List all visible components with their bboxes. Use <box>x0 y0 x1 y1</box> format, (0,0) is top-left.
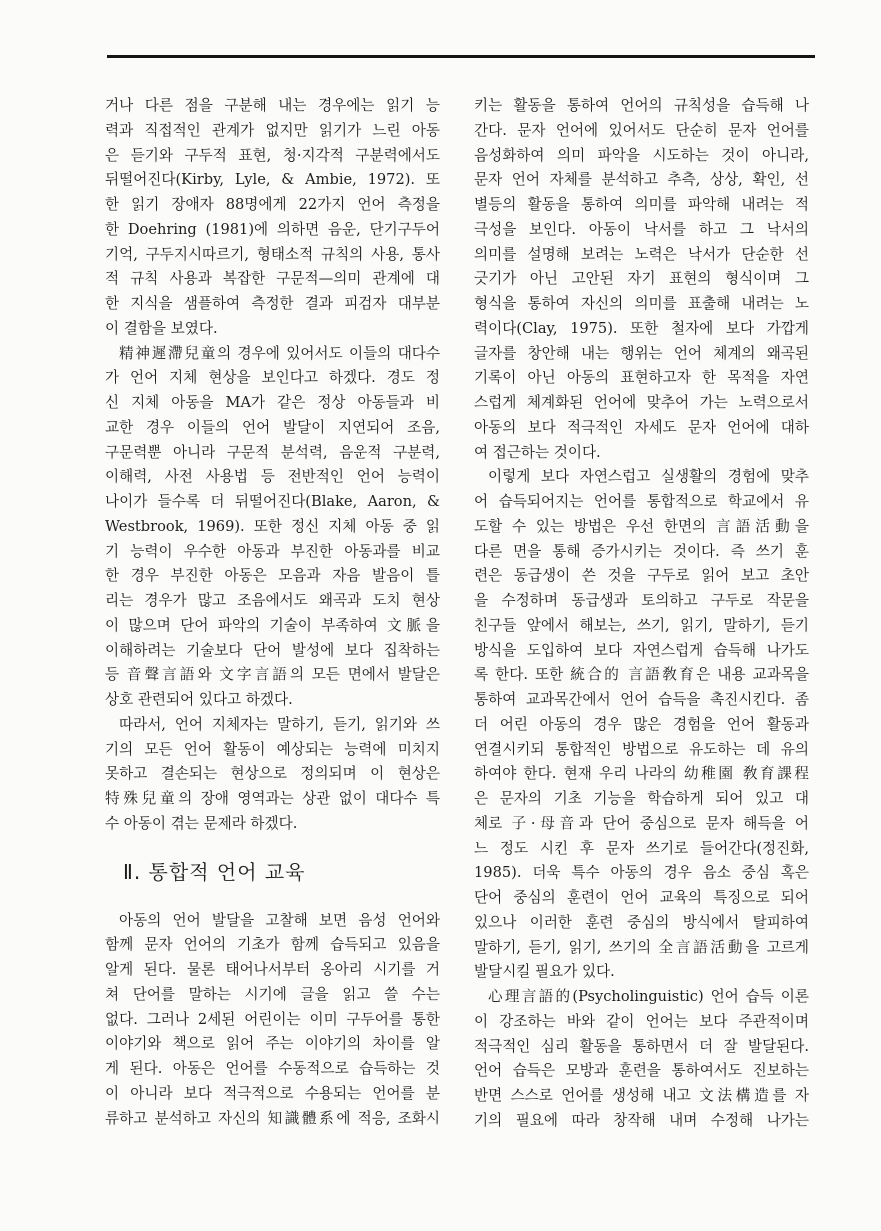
text-line: 문자 언어 자체를 분석하고 추측, 상상, 확인, 선 <box>474 171 809 189</box>
text-line: 력이다(Clay, 1975). 또한 철자에 보다 가깝게 <box>474 319 809 337</box>
text-line: 느 정도 시킨 후 문자 쓰기로 들어간다(정진화, <box>474 839 809 857</box>
text-line: 키는 활동을 통하여 언어의 규칙성을 습득해 나 <box>474 97 809 114</box>
text-line: 상호 관련되어 있다고 하겠다. <box>105 691 293 708</box>
text-line: 은 듣기와 구두적 표현, 청·지각적 구분력에서도 <box>105 146 440 164</box>
text-line: 연결시키되 통합적인 방법으로 유도하는 데 유의 <box>474 740 809 758</box>
text-line: 못하고 결손되는 현상으로 정의되며 이 현상은 <box>105 765 440 783</box>
paragraph-reading-disability <box>105 94 440 342</box>
header-rule <box>107 55 815 58</box>
text-line: 精神遲滯兒童의 경우에 있어서도 이들의 대다수 <box>119 344 440 362</box>
text-line: 반면 스스로 언어를 생성해 내고 文法構造를 자 <box>474 1087 809 1104</box>
text-line: 방식을 도입하여 보다 자연스럽게 습득해 나가도 <box>474 641 809 659</box>
text-line: 은 문자의 기초 기능을 학습하게 되어 있고 대 <box>474 790 809 807</box>
text-line: 따라서, 언어 지체자는 말하기, 듣기, 읽기와 쓰 <box>119 715 440 733</box>
text-line: 발달시킬 필요가 있다. <box>474 963 615 981</box>
text-line: 이해하려는 기술보다 단어 발성에 보다 집착하는 <box>105 641 440 659</box>
text-line: 게 된다. 아동은 언어를 수동적으로 습득하는 것 <box>105 1060 440 1077</box>
text-line: 을 수정하며 동급생과 토의하고 구두로 작문을 <box>474 592 809 609</box>
text-line: 적 규칙 사용과 복잡한 구문적—의미 관계에 대 <box>105 270 440 288</box>
text-line: 신 지체 아동을 MA가 같은 정상 아동들과 비 <box>105 394 440 411</box>
text-line: 스럽게 체계화된 언어에 맞추어 가는 노력으로서 <box>474 394 809 411</box>
text-line: 언어 습득은 모방과 훈련을 통하여서도 진보하는 <box>474 1062 809 1080</box>
text-line: 단어 중심의 훈련이 언어 교육의 특징으로 되어 <box>474 889 809 906</box>
text-line: 력과 직접적인 관계가 없지만 읽기가 느린 아동 <box>105 121 440 139</box>
text-line: 음성화하여 의미 파악을 시도하는 것이 아니라, <box>474 146 809 164</box>
text-line: 적극적인 심리 활동을 통하면서 더 잘 발달된다. <box>474 1037 809 1055</box>
text-line: 록 한다. 또한 統合的 言語敎育은 내용 교과목을 <box>474 666 809 684</box>
text-line: 기의 모든 언어 활동이 예상되는 능력에 미치지 <box>105 740 440 758</box>
text-line: 도할 수 있는 방법은 우선 한면의 言語活動을 <box>474 517 809 535</box>
text-line: 구문력뿐 아니라 구문적 분석력, 음운적 구분력, <box>105 443 440 461</box>
text-line: 이야기와 책으로 읽어 주는 이야기의 차이를 알 <box>105 1035 440 1053</box>
text-line: 기록이 아닌 아동의 표현하고자 한 목적을 자연 <box>474 369 809 387</box>
text-line: 이렇게 보다 자연스럽고 실생활의 경험에 맞추 <box>488 468 809 486</box>
paragraph-mental-retardation <box>105 342 440 713</box>
paragraph-language-development <box>105 909 440 1132</box>
text-line: 한 지식을 샘플하여 측정한 결과 피검자 대부분 <box>105 295 440 312</box>
text-line: 없다. 그러나 2세된 어린이는 이미 구두어를 통한 <box>105 1010 440 1028</box>
text-line: 다른 면을 통해 증가시키는 것이다. 즉 쓰기 훈 <box>474 542 809 560</box>
text-line: 말하기, 듣기, 읽기, 쓰기의 全言語活動을 고르게 <box>474 938 809 956</box>
text-line: 아동의 보다 적극적인 자세도 문자 언어에 대하 <box>474 418 809 436</box>
text-line: 의미를 설명해 보려는 노력은 낙서가 단순한 선 <box>474 245 809 263</box>
text-line: 등 音聲言語와 文字言語의 모든 면에서 발달은 <box>105 666 440 684</box>
text-line: 글자를 창안해 내는 행위는 언어 체계의 왜곡된 <box>474 344 809 362</box>
text-line: 친구들 앞에서 해보는, 쓰기, 읽기, 말하기, 듣기 <box>474 616 809 634</box>
text-line: 교한 경우 이들의 언어 발달이 지연되어 조음, <box>105 418 440 436</box>
section-heading: Ⅱ. 통합적 언어 교육 <box>123 859 306 884</box>
text-line: 기억, 구두지시따르기, 형태소적 규칙의 사용, 통사 <box>105 245 440 263</box>
left-column <box>105 94 440 1131</box>
text-line: 1985). 더욱 특수 아동의 경우 음소 중심 혹은 <box>474 864 809 882</box>
text-line: 형식을 통하여 자신의 의미를 표출해 내려는 노 <box>474 295 809 312</box>
paragraph-written-language <box>474 94 809 465</box>
text-line: 뒤떨어진다(Kirby, Lyle, & Ambie, 1972). 또 <box>105 171 440 189</box>
text-line: 더 어린 아동의 경우 많은 경험을 언어 활동과 <box>474 715 809 733</box>
text-line: 한 읽기 장애자 88명에게 22가지 언어 측정을 <box>105 196 440 213</box>
text-line: 가 언어 지체 현상을 보인다고 하겠다. 경도 정 <box>105 369 440 387</box>
text-line: 긋기가 아닌 고안된 자기 표현의 형식이며 그 <box>474 270 809 288</box>
text-line: 간다. 문자 언어에 있어서도 단순히 문자 언어를 <box>474 121 809 139</box>
text-line: 이 결함을 보였다. <box>105 319 218 337</box>
text-line: 心理言語的(Psycholinguistic) 언어 습득 이론 <box>488 988 809 1005</box>
text-line: 수 아동이 겪는 문제라 하겠다. <box>105 814 298 832</box>
text-line: 어 습득되어지는 언어를 통합적으로 학교에서 유 <box>474 493 809 510</box>
text-line: 리는 경우가 많고 조음에서도 왜곡과 도치 현상 <box>105 592 440 609</box>
text-line: 하여야 한다. 현재 우리 나라의 幼稚園 敎育課程 <box>474 765 809 783</box>
text-line: 이 아니라 보다 적극적으로 수용되는 언어를 분 <box>105 1084 440 1102</box>
text-line: Westbrook, 1969). 또한 정신 지체 아동 중 읽 <box>105 517 440 535</box>
text-line: 함께 문자 언어의 기초가 함께 습득되고 있음을 <box>105 936 440 954</box>
text-line: 기의 필요에 따라 창작해 내며 수정해 나가는 <box>474 1111 809 1129</box>
text-line: 나이가 들수록 더 뒤떨어진다(Blake, Aaron, & <box>105 493 440 510</box>
text-line: 알게 된다. 물론 태어나서부터 옹아리 시기를 거 <box>105 961 440 978</box>
text-line: 기 능력이 우수한 아동과 부진한 아동과를 비교 <box>105 542 440 560</box>
text-line: 이 많으며 단어 파악의 기술이 부족하여 文脈을 <box>105 616 440 634</box>
right-column <box>474 94 809 1134</box>
text-line: 이 강조하는 바와 같이 언어는 보다 주관적이며 <box>474 1012 809 1030</box>
paragraph-language-delay-definition <box>105 713 440 837</box>
text-line: 극성을 보인다. 아동이 낙서를 하고 그 낙서의 <box>474 220 809 238</box>
paragraph-integrated-approach <box>474 465 809 985</box>
text-line: 거나 다른 점을 구분해 내는 경우에는 읽기 능 <box>105 97 440 114</box>
text-line: 한 경우 부진한 아동은 모음과 자음 발음이 틀 <box>105 567 440 585</box>
text-line: 통하여 교과목간에서 언어 습득을 촉진시킨다. 좀 <box>474 691 809 708</box>
paragraph-psycholinguistic <box>474 985 809 1134</box>
text-line: 련은 동급생이 쓴 것을 구두로 읽어 보고 초안 <box>474 567 809 585</box>
text-line: 特殊兒童의 장애 영역과는 상관 없이 대다수 특 <box>105 790 440 807</box>
text-line: 이해력, 사전 사용법 등 전반적인 언어 능력이 <box>105 468 440 486</box>
text-line: 있으나 이러한 훈련 중심의 방식에서 탈피하여 <box>474 913 809 931</box>
text-line: 한 Doehring (1981)에 의하면 음운, 단기구두어 <box>105 220 440 238</box>
text-line: 아동의 언어 발달을 고찰해 보면 음성 언어와 <box>119 911 440 929</box>
text-line: 별등의 활동을 통하여 의미를 파악해 내려는 적 <box>474 196 809 213</box>
text-line: 류하고 분석하고 자신의 知識體系에 적응, 조화시 <box>105 1109 440 1127</box>
text-line: 체로 子·母音과 단어 중심으로 문자 해득을 어 <box>474 814 809 832</box>
text-line: 쳐 단어를 말하는 시기에 글을 읽고 쓸 수는 <box>105 985 440 1003</box>
text-line: 여 접근하는 것이다. <box>474 443 601 461</box>
